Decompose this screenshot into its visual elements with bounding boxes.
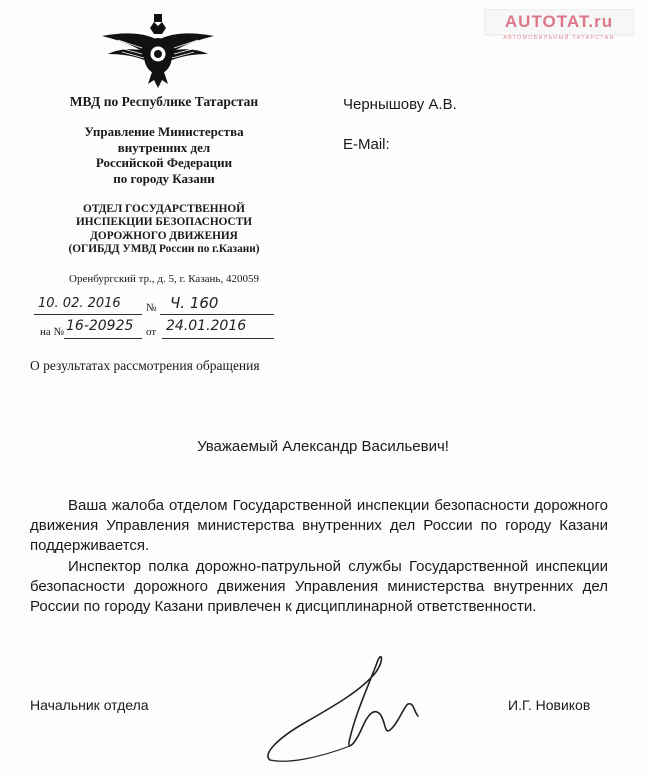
reply-number: 16-20925 [66,318,134,334]
signatory-name: И.Г. Новиков [508,697,591,713]
unit-line: ИНСПЕКЦИИ БЕЗОПАСНОСТИ [75,216,253,229]
registration-number: Ч. 160 [170,294,219,312]
address-line: Оренбургский тр., д. 5, г. Казань, 420059 [69,273,259,285]
reply-date-underline [162,338,274,339]
unit-line: ДОРОЖНОГО ДВИЖЕНИЯ [90,229,238,242]
recipient-name: Чернышову А.В. [343,96,457,113]
autotat-watermark-logo [484,9,634,41]
number-underline [160,314,274,315]
unit-line: (ОГИБДД УМВД России по г.Казани) [68,243,260,256]
reply-number-underline [64,338,142,339]
reply-date: 24.01.2016 [166,318,247,334]
department-line: Российской Федерации [95,155,233,170]
department-line: внутренних дел [117,139,211,155]
department-line: по городу Казани [113,170,215,186]
signatory-title: Начальник отдела [30,697,149,713]
department-line: Управление Министерства [84,124,244,139]
watermark-tagline: АВТОМОБИЛЬНЫЙ ТАТАРСТАН [503,35,615,41]
date-underline [34,314,142,315]
ministry-line: МВД по Республике Татарстан [69,94,259,109]
mvd-eagle-emblem [98,10,218,90]
from-label: от [146,326,157,338]
body-paragraph: Ваша жалоба отделом Государственной инспекции безопасности дорожного движения Управления министерства внутренних дел России по городу Казани поддерживается. [30,497,608,554]
registration-date: 10. 02. 2016 [38,296,121,311]
number-label: № [146,302,157,314]
department-block [30,124,298,186]
unit-line: ОТДЕЛ ГОСУДАРСТВЕННОЙ [83,203,245,215]
body-paragraph: Инспектор полка дорожно-патрульной службы Государственной инспекции безопасности дорожного движения Управления министерства внутренних дел России по городу Казани привлечен к дисциплинарной ответственности. [30,558,608,615]
greeting: Уважаемый Александр Васильевич! [197,438,449,455]
watermark-brand: AUTOTAT.ru [504,12,614,31]
handwritten-signature [258,642,426,772]
subject-line: О результатах рассмотрения обращения [30,358,260,373]
unit-block [30,203,298,257]
reply-prefix: на № [40,326,65,338]
recipient-email-label: E-Mail: [343,136,390,153]
